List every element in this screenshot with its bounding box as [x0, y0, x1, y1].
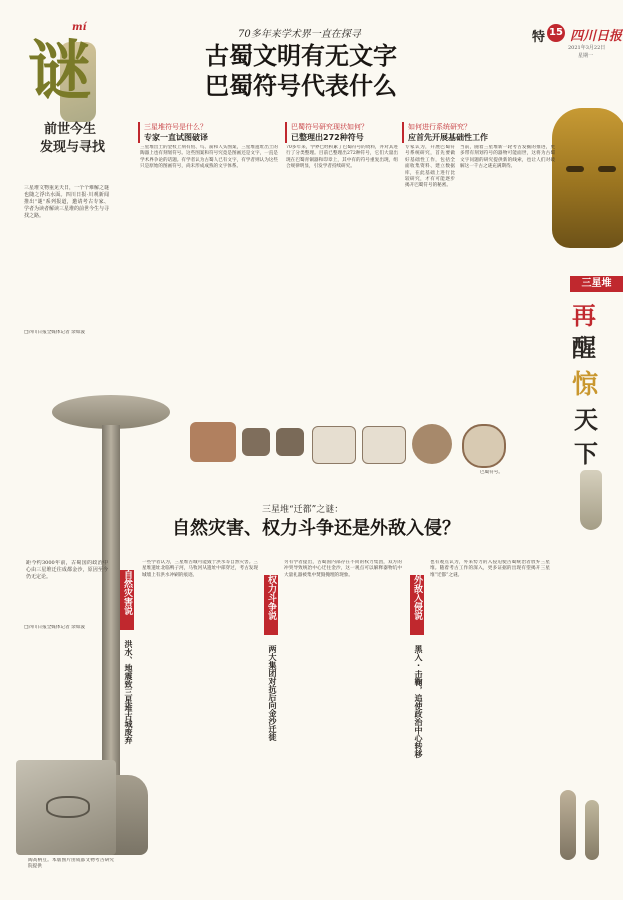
edition-label: 特	[532, 30, 546, 45]
seal-image	[190, 422, 236, 462]
top-body-col1: 三星堆出土的金杖上刻有鱼、鸟、箭和人头图案，三星堆遗址出土的陶器上也有刻划符号。这些图案和符号究竟是图画还是文字，一直是学术界争论的话题。有学者认为古蜀人已有文字，有学者则认为这些只是原始的图画符号，尚未形成成熟的文字体系。	[140, 145, 278, 170]
logo-subtitle-line1: 前世今生	[44, 122, 97, 137]
eye-motif-icon	[46, 796, 90, 818]
bottom-headline: 自然灾害、权力斗争还是外敌入侵？	[172, 518, 460, 539]
paper-name: 四川日报	[570, 29, 623, 44]
theory-1-title: 自然灾害说	[120, 570, 134, 630]
bronze-mask-image	[552, 108, 623, 248]
slogan-char-4: 天	[574, 406, 598, 434]
top-body-col2: 70多年来，学界已经积累了巴蜀符号的资料，并对其进行了分类整理。目前已整理出272种符号，它们大量出现在巴蜀青铜器和印章上，其中有的符号重复出现，组合规律明显，引发学者持续研究。	[286, 145, 398, 170]
top-body-col3: 专家认为，开展巴蜀符号系统研究，首先要做好基础性工作，包括全面收集资料、建立数据库，在此基础上进行比较研究，才有可能逐步揭开巴蜀符号的秘密。	[405, 145, 455, 189]
top-headline-line1: 古蜀文明有无文字	[205, 42, 397, 70]
slogan-char-5: 下	[574, 440, 598, 468]
seal-image	[362, 426, 406, 464]
theory-1-subtitle: 洪水、地震致三星堆古城废弃	[124, 640, 133, 744]
seal-caption: 巴蜀符号。	[480, 470, 503, 475]
bottom-kicker: 三星堆“迁都”之谜：	[262, 505, 344, 515]
seal-image	[276, 428, 304, 456]
bottom-left-caption: 距今约3000年前，古蜀国的政治中心由三星堆迁往成都金沙，原因至今仍无定论。	[26, 560, 108, 580]
theory-2-subtitle: 两大集团对抗后向金沙迁徙	[268, 645, 277, 741]
slogan-char-3: 惊	[572, 370, 599, 400]
side-banner-label: 三星堆	[570, 276, 623, 292]
subhead-3	[402, 122, 538, 143]
bronze-figurine-image	[585, 800, 599, 860]
page-number: 15	[549, 27, 563, 38]
slogan-char-1: 再	[572, 302, 596, 330]
subhead-3-line1: 如何进行系统研究？	[408, 123, 471, 131]
subhead-1-line2: 专家一直试图破译	[144, 133, 208, 142]
seal-image	[312, 426, 356, 464]
masthead	[520, 24, 623, 64]
bottom-body-c: 也有观点认为，外来势力的入侵迫使古蜀统治者放弃三星堆。随着考古工作的深入，更多证据的出现有望揭开三星堆“迁都”之谜。	[430, 560, 550, 578]
seal-image	[412, 424, 452, 464]
mask-eye-icon	[598, 166, 616, 172]
subhead-2	[285, 122, 411, 143]
logo-subtitle-line2: 发现与寻找	[40, 140, 106, 155]
slogan-char-2: 醒	[572, 334, 596, 362]
seal-image	[462, 424, 506, 468]
side-banner	[560, 70, 623, 540]
seal-image	[242, 428, 270, 456]
intro-text: 三星堆文物重见天日，一个个难解之谜也随之浮出水面。四川日报·川观新闻推出“谜”系列报道，邀请考古专家、学者为读者解读三星堆的前世今生与寻找之路。	[24, 185, 109, 219]
bottom-body-b: 另有学者提出，古蜀国内部存在不同的权力集团，双方的冲突导致统治中心迁往金沙，这一观点可以解释器物坑中大量礼器被集中焚毁掩埋的现象。	[284, 560, 402, 578]
logo-pinyin: mí	[72, 22, 87, 33]
bronze-figurine-image	[560, 790, 576, 860]
photo-caption: 陶高柄豆。本版图片由成都文物考古研究院提供	[28, 858, 114, 870]
subhead-1	[138, 122, 294, 143]
bottom-left-byline: □四川日报全媒体记者 余如波	[24, 625, 85, 630]
jade-pendant-image	[580, 470, 602, 530]
top-body-col4: 当前，随着三星堆新一轮考古发掘的推进，更多带有刻划符号的器物可能面世，这将为古蜀文字问题的研究提供新的线索，也让人们对破解这一千古之谜充满期待。	[460, 145, 555, 170]
seal-row	[190, 418, 530, 478]
subhead-2-line2: 已整理出272种符号	[291, 133, 364, 142]
top-kicker: 70多年来学术界一直在探寻	[238, 29, 361, 40]
issue-date: 2021年3月22日	[568, 45, 606, 51]
theory-3-title: 外敌入侵说	[410, 575, 424, 635]
pottery-top	[52, 395, 170, 429]
subhead-1-line1: 三星堆符号是什么？	[144, 123, 207, 131]
mask-eye-icon	[566, 166, 584, 172]
theory-2-title: 权力斗争说	[264, 575, 278, 635]
top-headline-line2: 巴蜀符号代表什么	[205, 72, 397, 100]
subhead-2-line1: 巴蜀符号研究现状如何？	[291, 123, 368, 131]
bottom-body-a: 一些学者认为，三星堆古城可能毁于洪水等自然灾害。三星堆遗址北临鸭子河，马牧河从遗址中部穿过，考古发现城墙上有洪水冲刷的痕迹。	[142, 560, 258, 578]
mystery-logo	[10, 22, 105, 162]
logo-char: 谜	[28, 35, 92, 109]
issue-weekday: 星期一	[578, 53, 594, 59]
intro-byline: □四川日报全媒体记者 余如波	[24, 330, 85, 335]
pottery-shard-photo	[16, 760, 116, 855]
theory-3-subtitle: 黑入·击鞠，追使政治中心转移	[414, 645, 423, 758]
subhead-3-line2: 应首先开展基础性工作	[408, 133, 488, 142]
